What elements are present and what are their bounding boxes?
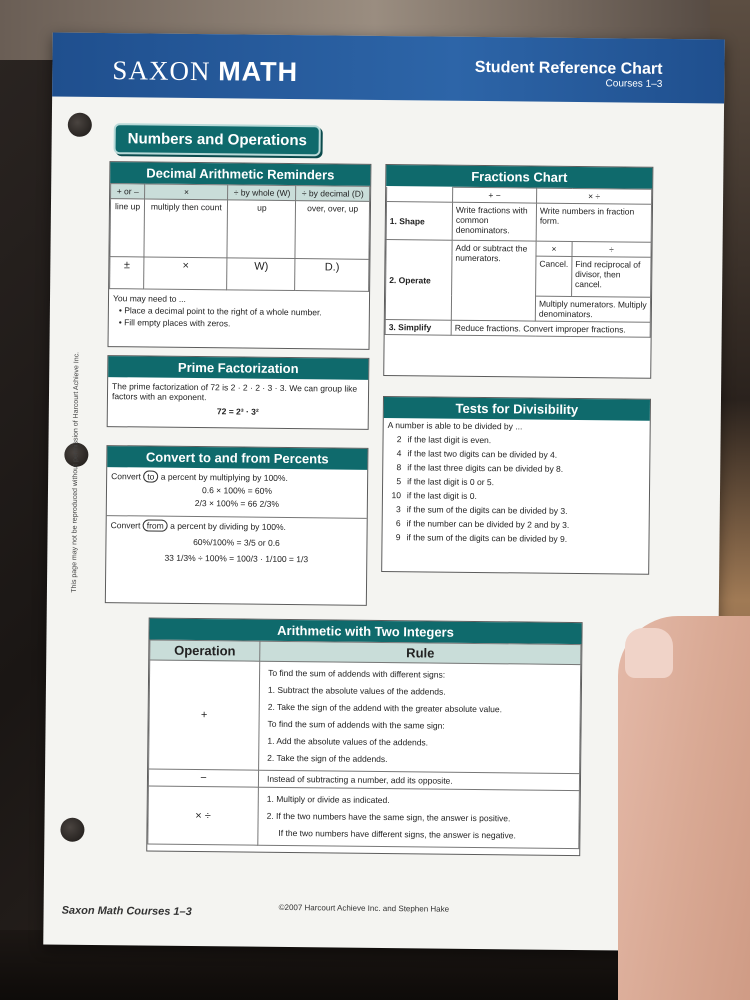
decimal-symbol-mult: × (144, 257, 228, 290)
percent-from-suffix: a percent by dividing by 100%. (170, 520, 286, 532)
percent-from-prefix: Convert (110, 520, 141, 531)
divisibility-rule: if the last digit is 0. (406, 490, 477, 501)
fractions-shape-add: Write fractions with common denominators. (452, 202, 536, 241)
integers-title: Arithmetic with Two Integers (149, 619, 581, 645)
fractions-shape-mult: Write numbers in fraction form. (536, 203, 651, 242)
fractions-operate-add: Add or subtract the numerators. (451, 240, 536, 321)
prime-formula: 72 = 2³ · 3² (216, 406, 259, 417)
fractions-box (383, 164, 653, 379)
integers-minus-rule: Instead of subtracting a number, add its opposite. (258, 770, 579, 790)
decimal-box (108, 161, 372, 350)
divisibility-intro: A number is able to be divided by ... (387, 420, 523, 432)
decimal-symbol-whole: W) (227, 258, 295, 291)
percent-title: Convert to and from Percents (107, 446, 367, 470)
decimal-title: Decimal Arithmetic Reminders (110, 162, 370, 186)
decimal-rule-whole: up (227, 200, 296, 259)
divisibility-divisor: 9 (395, 532, 401, 543)
integers-plus-rule: To find the sum of addends with the same sign: (267, 718, 445, 731)
footer-course: Saxon Math Courses 1–3 (61, 904, 192, 919)
decimal-symbol-add: ± (110, 257, 145, 289)
divisibility-divisor: 3 (396, 504, 401, 515)
fractions-operate-label: 2. Operate (385, 240, 452, 321)
brand-light: SAXON (112, 55, 211, 87)
divisibility-rule: if the last digit is 0 or 5. (407, 476, 495, 488)
percent-to-prefix: Convert (111, 471, 141, 482)
fractions-operate-multiply: Multiply numerators. Multiply denominators. (535, 296, 650, 322)
fractions-shape-label: 1. Shape (386, 202, 452, 241)
fractions-simplify-text: Reduce fractions. Convert improper fractions. (451, 320, 650, 337)
fractions-operate-div: ÷ (572, 241, 651, 257)
divisibility-divisor: 5 (396, 476, 402, 487)
divisibility-divisor: 10 (391, 490, 402, 501)
percent-from-example-1: 60%/100% = 3/5 or 0.6 (193, 537, 280, 548)
brand-logo (112, 55, 298, 88)
decimal-bullet-2-text: Fill empty places with zeros. (124, 317, 231, 329)
percent-to-example-2: 2/3 × 100% = 66 2/3% (194, 498, 279, 509)
divisibility-divisor: 8 (396, 462, 402, 473)
divisibility-rule: if the last two digits can be divided by 4. (407, 448, 558, 460)
integers-md-rules (258, 787, 580, 848)
integers-col-operation: Operation (150, 640, 260, 661)
decimal-header-add: + or – (111, 184, 145, 199)
divisibility-row (382, 530, 648, 547)
fractions-operate-reciprocal: Find reciprocal of divisor, then cancel. (571, 256, 651, 297)
divisibility-rule: if the last three digits can be divided by 8. (407, 462, 564, 474)
percent-to-line (107, 467, 367, 484)
chart-title: Student Reference Chart (474, 58, 663, 78)
sheet-header (52, 33, 725, 104)
divisibility-rule: if the sum of the digits can be divided by 3. (406, 504, 568, 516)
decimal-bullet-1: • Place a decimal point to the right of a whole number. (118, 305, 322, 318)
decimal-bullet-1-text: Place a decimal point to the right of a whole number. (124, 305, 322, 318)
integers-op-minus: − (148, 769, 258, 787)
section-title: Numbers and Operations (114, 123, 322, 156)
integers-plus-rule: 2. Take the sign of the addend with the greater absolute value. (267, 701, 503, 715)
percent-box (105, 445, 369, 606)
percent-to-suffix: a percent by multiplying by 100%. (160, 471, 288, 483)
percent-from-example-2: 33 1/3% ÷ 100% = 100/3 · 1/100 = 1/3 (164, 552, 309, 565)
decimal-header-whole: ÷ by whole (W) (228, 185, 296, 201)
integers-plus-rule: 1. Subtract the absolute values of the addends. (267, 684, 446, 697)
decimal-bullet-2: • Fill empty places with zeros. (118, 317, 231, 329)
decimal-rule-mult: multiply then count (144, 199, 228, 258)
integers-plus-rule: 2. Take the sign of the addends. (267, 752, 388, 765)
integers-md-rule: 2. If the two numbers have the same sign, the answer is positive. (266, 810, 511, 824)
punch-hole-top (68, 113, 92, 137)
fractions-simplify-label: 3. Simplify (385, 320, 451, 336)
thumbnail (625, 628, 673, 678)
integers-op-plus: + (149, 660, 260, 770)
decimal-rule-add: line up (110, 199, 145, 257)
divisibility-title: Tests for Divisibility (384, 397, 650, 421)
percent-from-word: from (143, 519, 168, 531)
decimal-need-intro: You may need to ... (112, 293, 187, 304)
integers-plus-rules (259, 661, 581, 773)
decimal-header-decimal: ÷ by decimal (D) (296, 186, 370, 202)
divisibility-divisor: 2 (396, 434, 402, 445)
percent-to-example-1: 0.6 × 100% = 60% (201, 485, 273, 496)
fractions-operate-cancel: Cancel. (536, 256, 572, 296)
integers-col-rule: Rule (260, 641, 581, 664)
integers-op-times-div: × ÷ (148, 786, 259, 845)
footer-copyright: ©2007 Harcourt Achieve Inc. and Stephen Hake (278, 902, 450, 914)
integers-md-rule: If the two numbers have different signs, the answer is negative. (278, 827, 516, 841)
percent-from-line (107, 515, 367, 533)
decimal-header-mult: × (145, 184, 228, 200)
decimal-symbol-decimal: D.) (295, 259, 369, 292)
fractions-title: Fractions Chart (386, 165, 652, 189)
divisibility-list (382, 418, 649, 547)
chart-subtitle: Courses 1–3 (605, 78, 663, 90)
percent-to-word: to (143, 470, 158, 482)
integers-plus-rule: To find the sum of addends with different signs: (268, 667, 446, 680)
decimal-rule-decimal: over, over, up (295, 201, 369, 260)
brand-bold: MATH (218, 56, 299, 88)
fractions-col-mult: × ÷ (537, 188, 652, 204)
divisibility-divisor: 6 (395, 518, 401, 529)
divisibility-rule: if the last digit is even. (407, 434, 492, 446)
fractions-operate-times: × (536, 241, 572, 256)
divisibility-rule: if the number can be divided by 2 and by 3. (406, 518, 570, 530)
divisibility-box (381, 396, 651, 575)
fractions-table (385, 186, 653, 338)
prime-box (107, 355, 370, 430)
integers-plus-rule: 1. Add the absolute values of the addends. (267, 735, 429, 748)
integers-table (147, 640, 581, 850)
integers-box (146, 618, 582, 857)
integers-md-rule: 1. Multiply or divide as indicated. (266, 793, 390, 806)
divisibility-divisor: 4 (396, 448, 402, 459)
divisibility-rule: if the sum of the digits can be divided by 9. (406, 532, 568, 544)
copyright-side-note: This page may not be reproduced without permission of Harcourt Achieve Inc. (70, 351, 81, 593)
decimal-table (109, 183, 370, 292)
prime-title: Prime Factorization (108, 356, 368, 380)
fractions-corner (387, 187, 453, 203)
fractions-col-add: + − (453, 187, 537, 203)
punch-hole-bottom (60, 818, 84, 842)
prime-text: The prime factorization of 72 is 2 · 2 · 2 · 3 · 3. We can group like factors with an exponent. (111, 381, 358, 403)
